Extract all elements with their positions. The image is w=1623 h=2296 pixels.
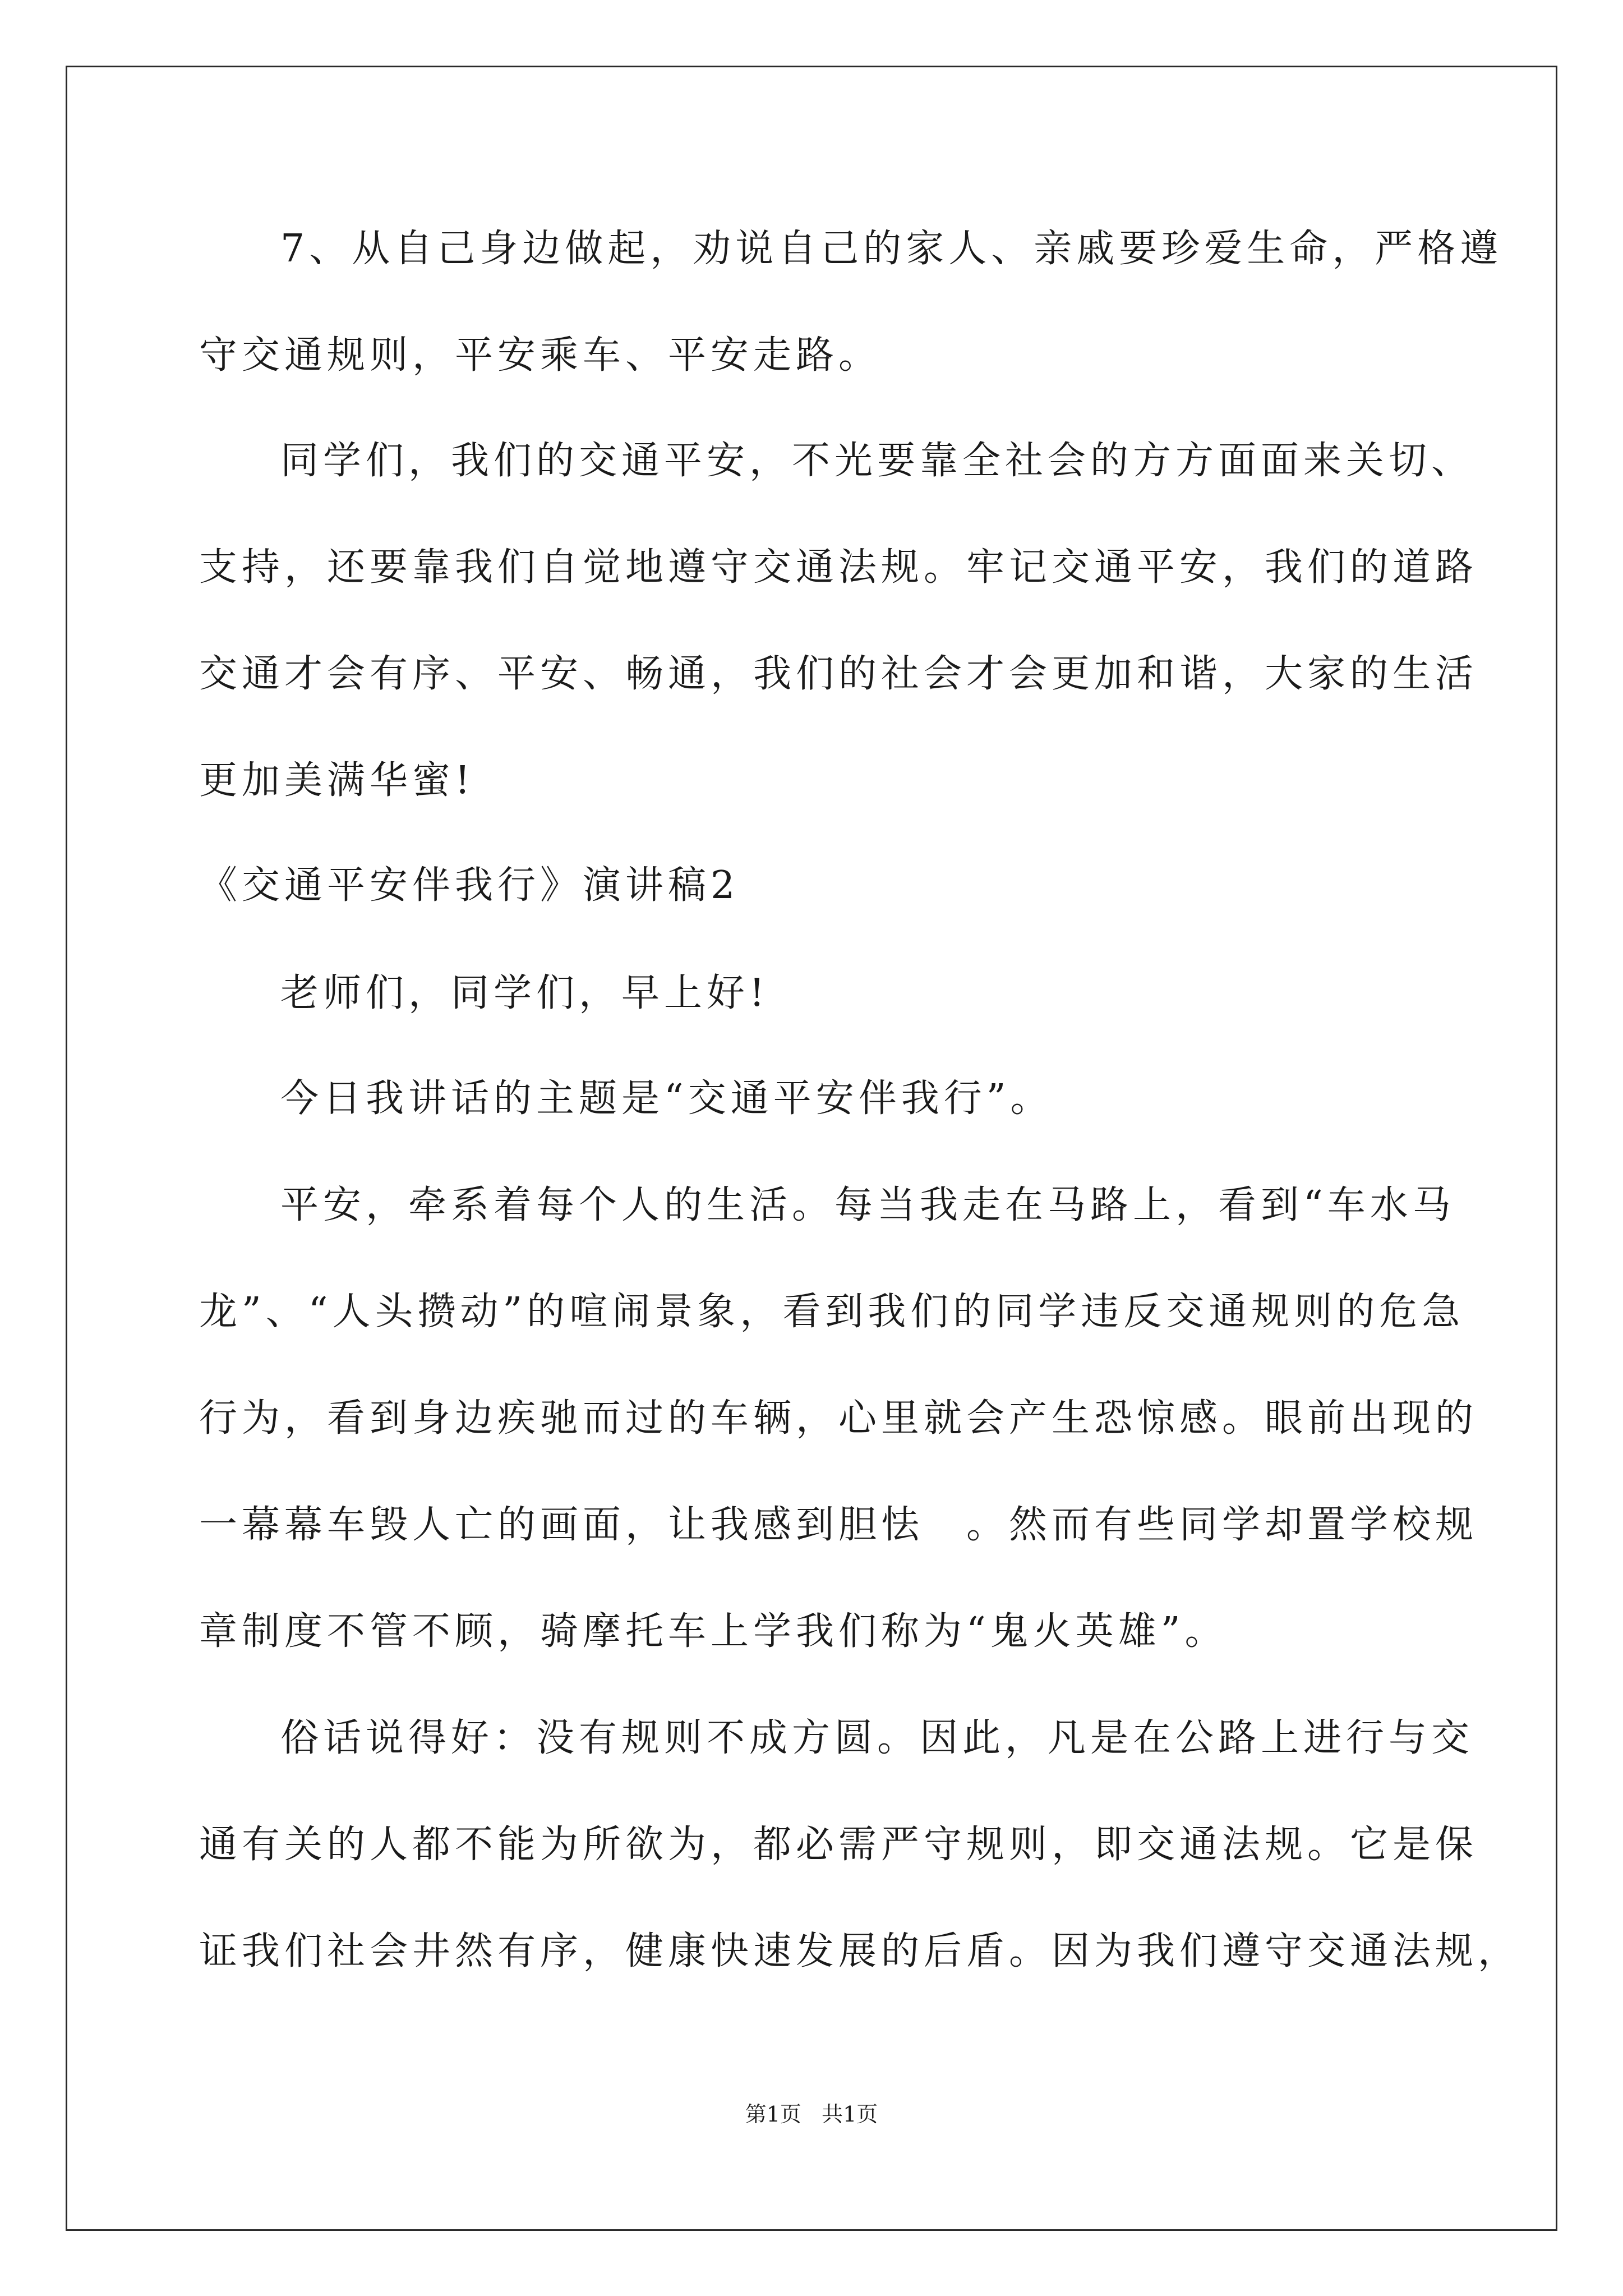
section-heading: 《交通平安伴我行》演讲稿2 [199, 863, 740, 908]
body-line: 支持，还要靠我们自觉地遵守交通法规。牢记交通平安，我们的道路 [199, 545, 1478, 590]
body-line: 平安，牵系着每个人的生活。每当我走在马路上，看到“车水马 [280, 1183, 1455, 1227]
body-line: 老师们，同学们，早上好! [280, 971, 769, 1015]
body-line: 章制度不管不顾，骑摩托车上学我们称为“鬼火英雄”。 [199, 1609, 1228, 1654]
body-line: 同学们，我们的交通平安，不光要靠全社会的方方面面来关切、 [280, 439, 1474, 483]
body-line: 俗话说得好：没有规则不成方圆。因此，凡是在公路上进行与交 [280, 1716, 1474, 1760]
body-line: 今日我讲话的主题是“交通平安伴我行”。 [280, 1076, 1053, 1121]
page-footer: 第1页 共1页 [745, 2102, 878, 2127]
body-line: 证我们社会井然有序，健康快速发展的后盾。因为我们遵守交通法规， [199, 1929, 1521, 1973]
body-line: 龙”、“人头攒动”的喧闹景象，看到我们的同学违反交通规则的危急 [199, 1290, 1465, 1334]
body-line: 7、从自己身边做起，劝说自己的家人、亲戚要珍爱生命，严格遵 [280, 227, 1503, 271]
page-border [66, 66, 1557, 2231]
body-line: 更加美满华蜜! [199, 758, 475, 803]
body-line: 守交通规则，平安乘车、平安走路。 [199, 333, 882, 378]
body-line: 交通才会有序、平安、畅通，我们的社会才会更加和谐，大家的生活 [199, 652, 1478, 696]
body-line: 通有关的人都不能为所欲为，都必需严守规则，即交通法规。它是保 [199, 1823, 1478, 1867]
body-line: 行为，看到身边疾驰而过的车辆，心里就会产生恐惊感。眼前出现的 [199, 1396, 1478, 1441]
body-line: 一幕幕车毁人亡的画面，让我感到胆怯 。然而有些同学却置学校规 [199, 1503, 1478, 1547]
